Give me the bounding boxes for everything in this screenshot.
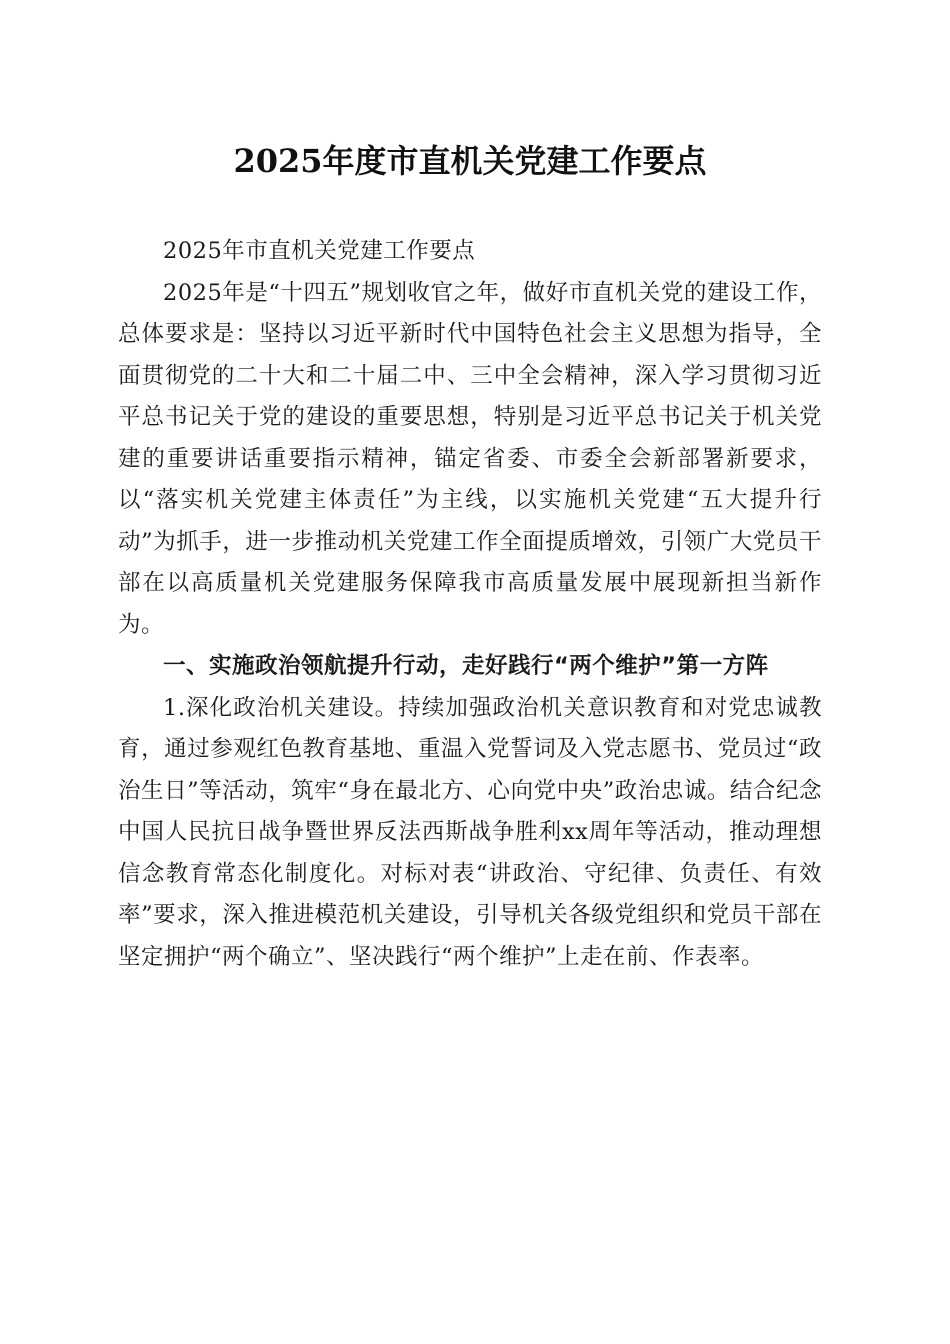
section-heading: 一、实施政治领航提升行动，走好践行“两个维护”第一方阵	[163, 653, 769, 679]
subtitle-paragraph: 2025年市直机关党建工作要点	[163, 238, 476, 264]
intro-paragraph: 2025年是“十四五”规划收官之年，做好市直机关党的建设工作，总体要求是：坚持以习近平新时代中国特色社会主义思想为指导，全面贯彻党的二十大和二十届二中、三中全会精神，深入学习贯彻习近平总书记关于党的建设的重要思想，特别是习近平总书记关于机关党建的重要讲话重要指示精神，锚定省委、市委全会新部署新要求，以“落实机关党建主体责任”为主线，以实施机关党建“五大提升行动”为抓手，进一步推动机关党建工作全面提质增效，引领广大党员干部在以高质量机关党建服务保障我市高质量发展中展现新担当新作为。	[118, 279, 822, 638]
document-title: 2025年度市直机关党建工作要点	[233, 142, 707, 180]
document-body	[118, 231, 822, 978]
body-paragraph: 1.深化政治机关建设。持续加强政治机关意识教育和对党忠诚教育，通过参观红色教育基地、重温入党誓词及入党志愿书、党员过“政治生日”等活动，筑牢“身在最北方、心向党中央”政治忠诚。结合纪念中国人民抗日战争暨世界反法西斯战争胜利xx周年等活动，推动理想信念教育常态化制度化。对标对表“讲政治、守纪律、负责任、有效率”要求，深入推进模范机关建设，引导机关各级党组织和党员干部在坚定拥护“两个确立”、坚决践行“两个维护”上走在前、作表率。	[118, 694, 822, 970]
